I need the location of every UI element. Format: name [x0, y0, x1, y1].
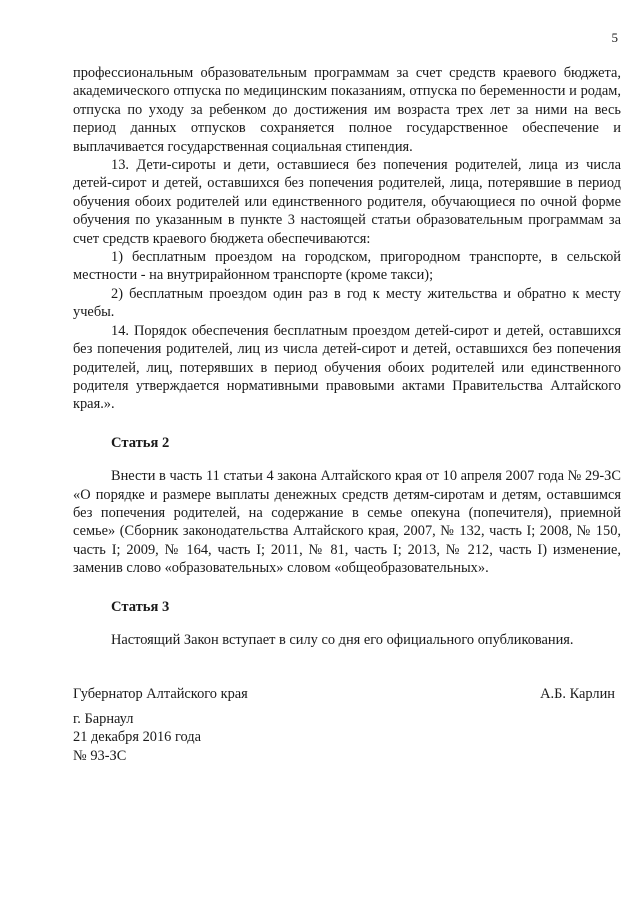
signing-city: г. Барнаул	[73, 710, 134, 727]
signing-date: 21 декабря 2016 года	[73, 729, 202, 746]
article-3-body: Настоящий Закон вступает в силу со дня его официального опубликования.	[111, 631, 574, 648]
article-3-heading: Статья 3	[111, 598, 170, 615]
signatory-name: А.Б. Карлин	[540, 686, 615, 703]
law-number: № 93-ЗС	[73, 747, 127, 764]
paragraph-13-item-1: 1) бесплатным проездом на городском, пригородном транспорте, в сельской местности - на внутрирайонном транспорте (кроме такси);	[73, 249, 621, 284]
signatory-title: Губернатор Алтайского края	[73, 686, 248, 703]
article-2-body: Внести в часть 11 статьи 4 закона Алтайского края от 10 апреля 2007 года № 29-ЗС «О порядке и размере выплаты денежных средств детям-сиротам и детям, оставшимся без попечения родителей, на содержание в семье опекуна (попечителя), приемной семье» (Сборник законодательства Алтайского края, 2007, № 132, часть I; 2008, № 150, часть I; 2009, № 164, часть I; 2011, № 81, часть I; 2013, № 212, часть I) изменение, заменив слово «образовательных» словом «общеобразовательных».	[73, 468, 621, 577]
signature-row	[73, 685, 621, 703]
document-body	[73, 64, 621, 765]
page-number: 5	[611, 30, 618, 45]
article-2-heading: Статья 2	[111, 434, 170, 451]
paragraph-13-item-2: 2) бесплатным проездом один раз в год к месту жительства и обратно к месту учебы.	[73, 285, 621, 321]
paragraph-13: 13. Дети-сироты и дети, оставшиеся без попечения родителей, лица из числа детей-сирот и детей, оставшихся без попечения родителей, лица, потерявшие в период обучения обоих родителей или единственного родителя, обучающиеся по очной форме обучения по указанным в пункте 3 настоящей статьи образовательным программам за счет средств краевого бюджета обеспечиваются:	[73, 157, 621, 247]
paragraph-continuation: профессиональным образовательным программам за счет средств краевого бюджета, академического отпуска по медицинским показаниям, отпуска по беременности и родам, отпуска по уходу за ребенком до достижения им возраста трех лет за ними на весь период данных отпусков сохраняется полное государственное обеспечение и выплачивается государственная социальная стипендия.	[73, 65, 621, 155]
paragraph-14: 14. Порядок обеспечения бесплатным проездом детей-сирот и детей, оставшихся без попечения родителей, лиц из числа детей-сирот и детей, оставшихся без попечения родителей, лиц, потерявших в период обучения обоих родителей или единственного родителя утверждается нормативными правовыми актами Правительства Алтайского края.».	[73, 322, 621, 413]
